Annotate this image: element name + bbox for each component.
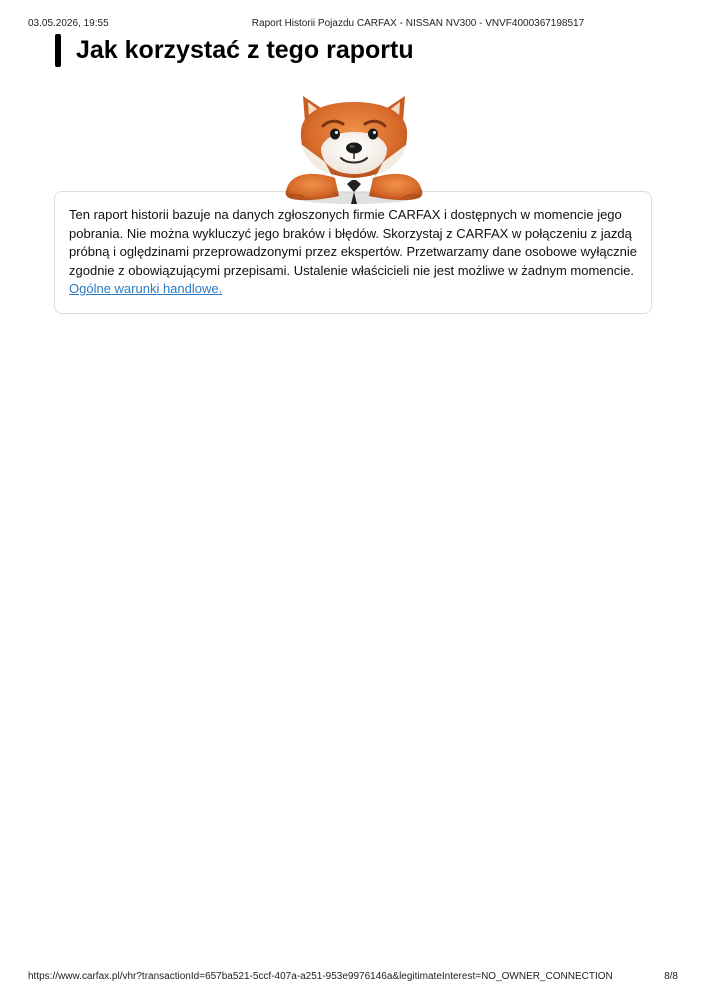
print-document-title: Raport Historii Pojazdu CARFAX - NISSAN NV300 - VNVF4000367198517 xyxy=(251,18,585,29)
print-header xyxy=(28,17,678,31)
print-url: https://www.carfax.pl/vhr?transactionId=657ba521-5ccf-407a-a251-953e9976146a&legitimateInterest=NO_OWNER_CONNECTION xyxy=(28,971,613,982)
section-heading xyxy=(55,33,414,67)
print-date: 03.05.2026, 19:55 xyxy=(28,18,109,29)
info-card xyxy=(54,191,652,314)
info-card-text xyxy=(69,206,639,299)
heading-accent-bar xyxy=(55,34,61,67)
print-footer xyxy=(28,970,678,984)
section-title: Jak korzystać z tego raportu xyxy=(76,36,414,64)
disclaimer-text: Ten raport historii bazuje na danych zgłoszonych firmie CARFAX i dostępnych w momencie jego pobrania. Nie można wykluczyć jego braków i błędów. Skorzystaj z CARFAX w połączeniu z jazdą próbną i oględzinami przeprowadzonymi przez ekspertów. Przetwarzamy dane osobowe wyłącznie zgodnie z obowiązującymi przepisami. Ustalenie właścicieli nie jest możliwe w żadnym momencie. xyxy=(69,207,637,278)
fox-mascot-icon xyxy=(281,92,427,208)
terms-link[interactable]: Ogólne warunki handlowe. xyxy=(69,281,223,297)
page-number: 8/8 xyxy=(664,971,678,982)
